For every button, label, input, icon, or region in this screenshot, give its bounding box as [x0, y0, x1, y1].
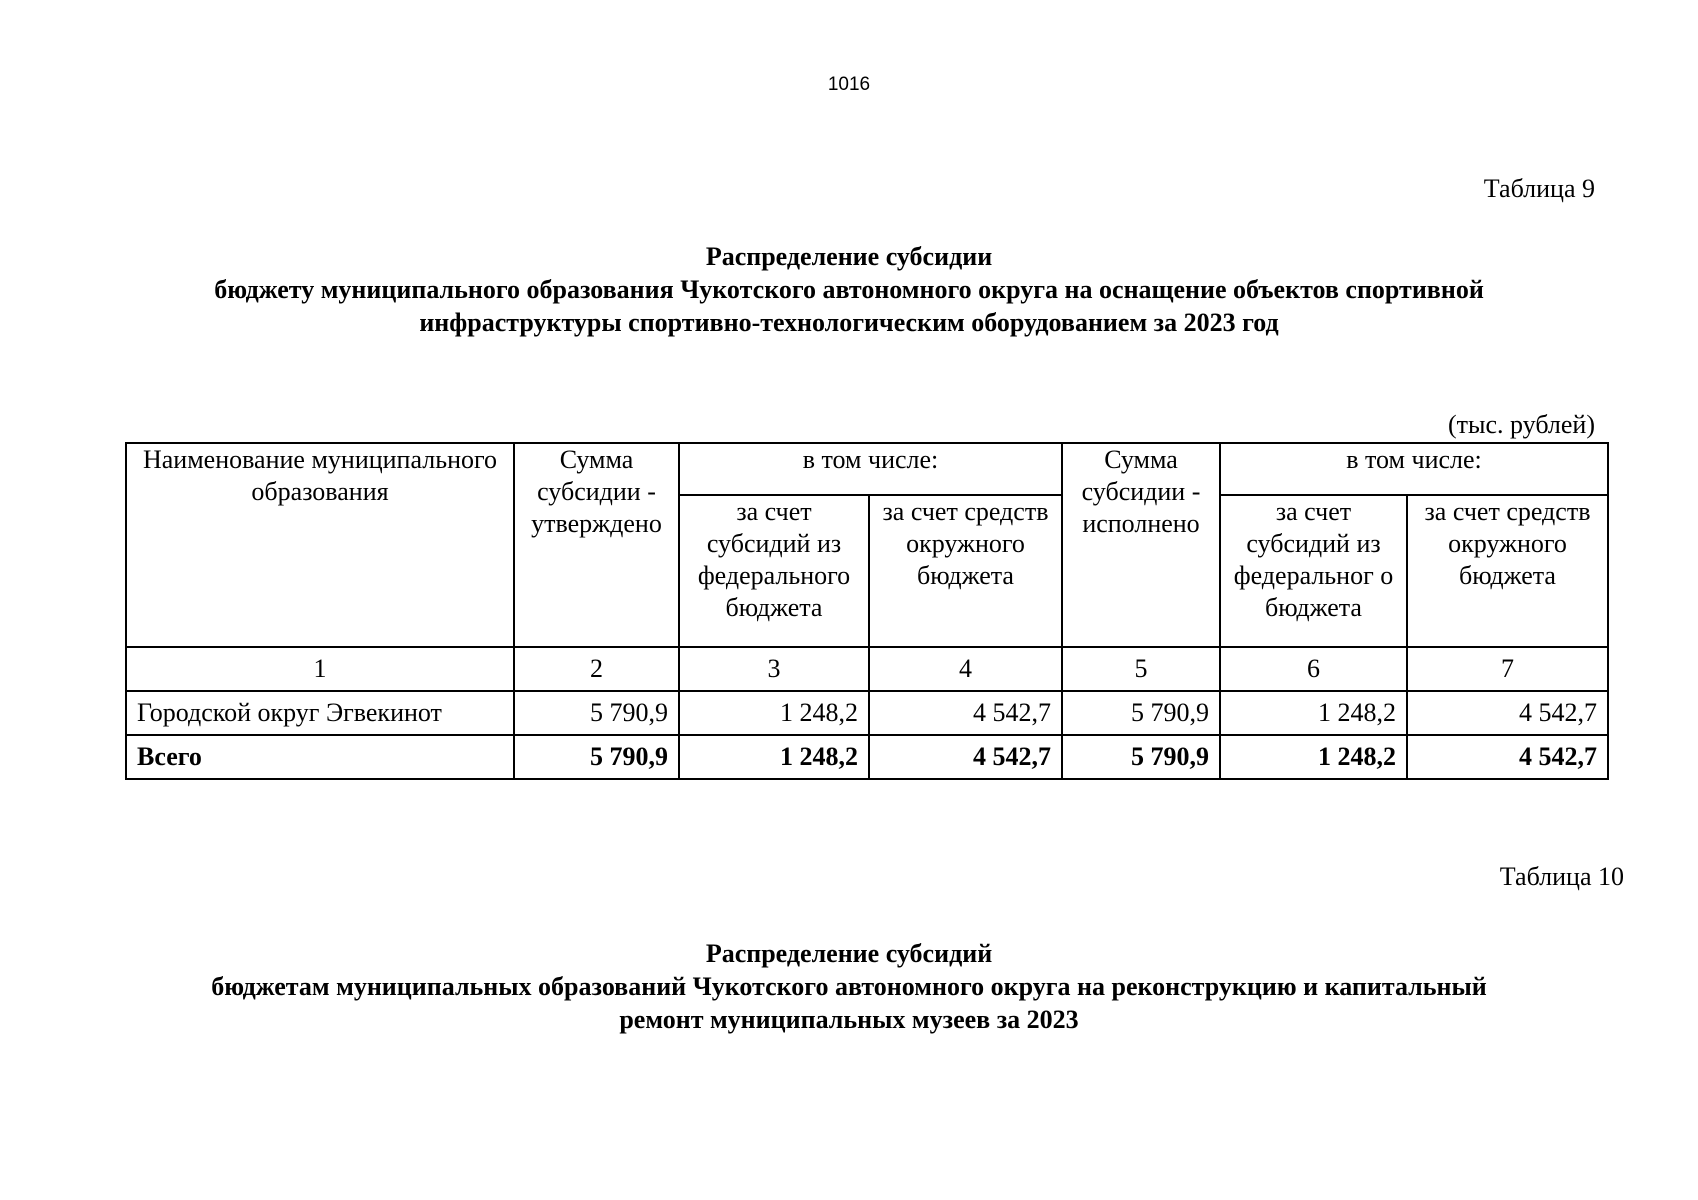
column-number: 3 [679, 647, 869, 691]
column-number: 4 [869, 647, 1062, 691]
table-9-title [0, 240, 1698, 339]
column-number: 7 [1407, 647, 1608, 691]
total-value-cell: 1 248,2 [1220, 735, 1407, 779]
column-number: 1 [126, 647, 514, 691]
table-9-title-line-3: инфраструктуры спортивно-технологическим оборудованием за 2023 год [419, 308, 1279, 337]
total-value-cell: 5 790,9 [1062, 735, 1220, 779]
page-number: 1016 [827, 74, 871, 95]
table-10-title-line-1: Распределение субсидий [705, 939, 993, 968]
table-9-caption: Таблица 9 [1483, 174, 1595, 203]
header-executed: Сумма субсидии - исполнено [1062, 443, 1220, 647]
table-9-title-line-2: бюджету муниципального образования Чукотского автономного округа на оснащение объектов спортивной [214, 275, 1484, 304]
total-value-cell: 4 542,7 [1407, 735, 1608, 779]
table-10-title-line-3: ремонт муниципальных музеев за 2023 [619, 1005, 1079, 1034]
header-including-executed: в том числе: [1220, 443, 1608, 495]
total-value-cell: 5 790,9 [514, 735, 679, 779]
unit-label: (тыс. рублей) [1447, 410, 1595, 439]
header-federal-approved: за счет субсидий из федерального бюджета [679, 495, 869, 647]
column-number-row [126, 647, 1608, 691]
table-9-title-line-1: Распределение субсидии [705, 242, 993, 271]
column-number: 2 [514, 647, 679, 691]
value-cell: 1 248,2 [1220, 691, 1407, 735]
header-district-approved: за счет средств окружного бюджета [869, 495, 1062, 647]
table-row [126, 691, 1608, 735]
subsidy-table-9 [125, 442, 1609, 780]
table-10-title-line-2: бюджетам муниципальных образований Чукотского автономного округа на реконструкцию и капитальный [211, 972, 1487, 1001]
total-row [126, 735, 1608, 779]
header-name: Наименование муниципального образования [126, 443, 514, 647]
table-10-title [0, 937, 1698, 1036]
column-number: 5 [1062, 647, 1220, 691]
total-value-cell: 4 542,7 [869, 735, 1062, 779]
header-district-executed: за счет средств окружного бюджета [1407, 495, 1608, 647]
column-number: 6 [1220, 647, 1407, 691]
header-approved: Сумма субсидии - утверждено [514, 443, 679, 647]
value-cell: 5 790,9 [514, 691, 679, 735]
header-row-1 [126, 443, 1608, 495]
total-value-cell: 1 248,2 [679, 735, 869, 779]
total-label: Всего [126, 735, 514, 779]
municipality-name: Городской округ Эгвекинот [126, 691, 514, 735]
value-cell: 1 248,2 [679, 691, 869, 735]
value-cell: 4 542,7 [869, 691, 1062, 735]
header-including-approved: в том числе: [679, 443, 1062, 495]
table-10-caption: Таблица 10 [1499, 862, 1624, 891]
header-federal-executed: за счет субсидий из федеральног о бюджета [1220, 495, 1407, 647]
value-cell: 4 542,7 [1407, 691, 1608, 735]
value-cell: 5 790,9 [1062, 691, 1220, 735]
